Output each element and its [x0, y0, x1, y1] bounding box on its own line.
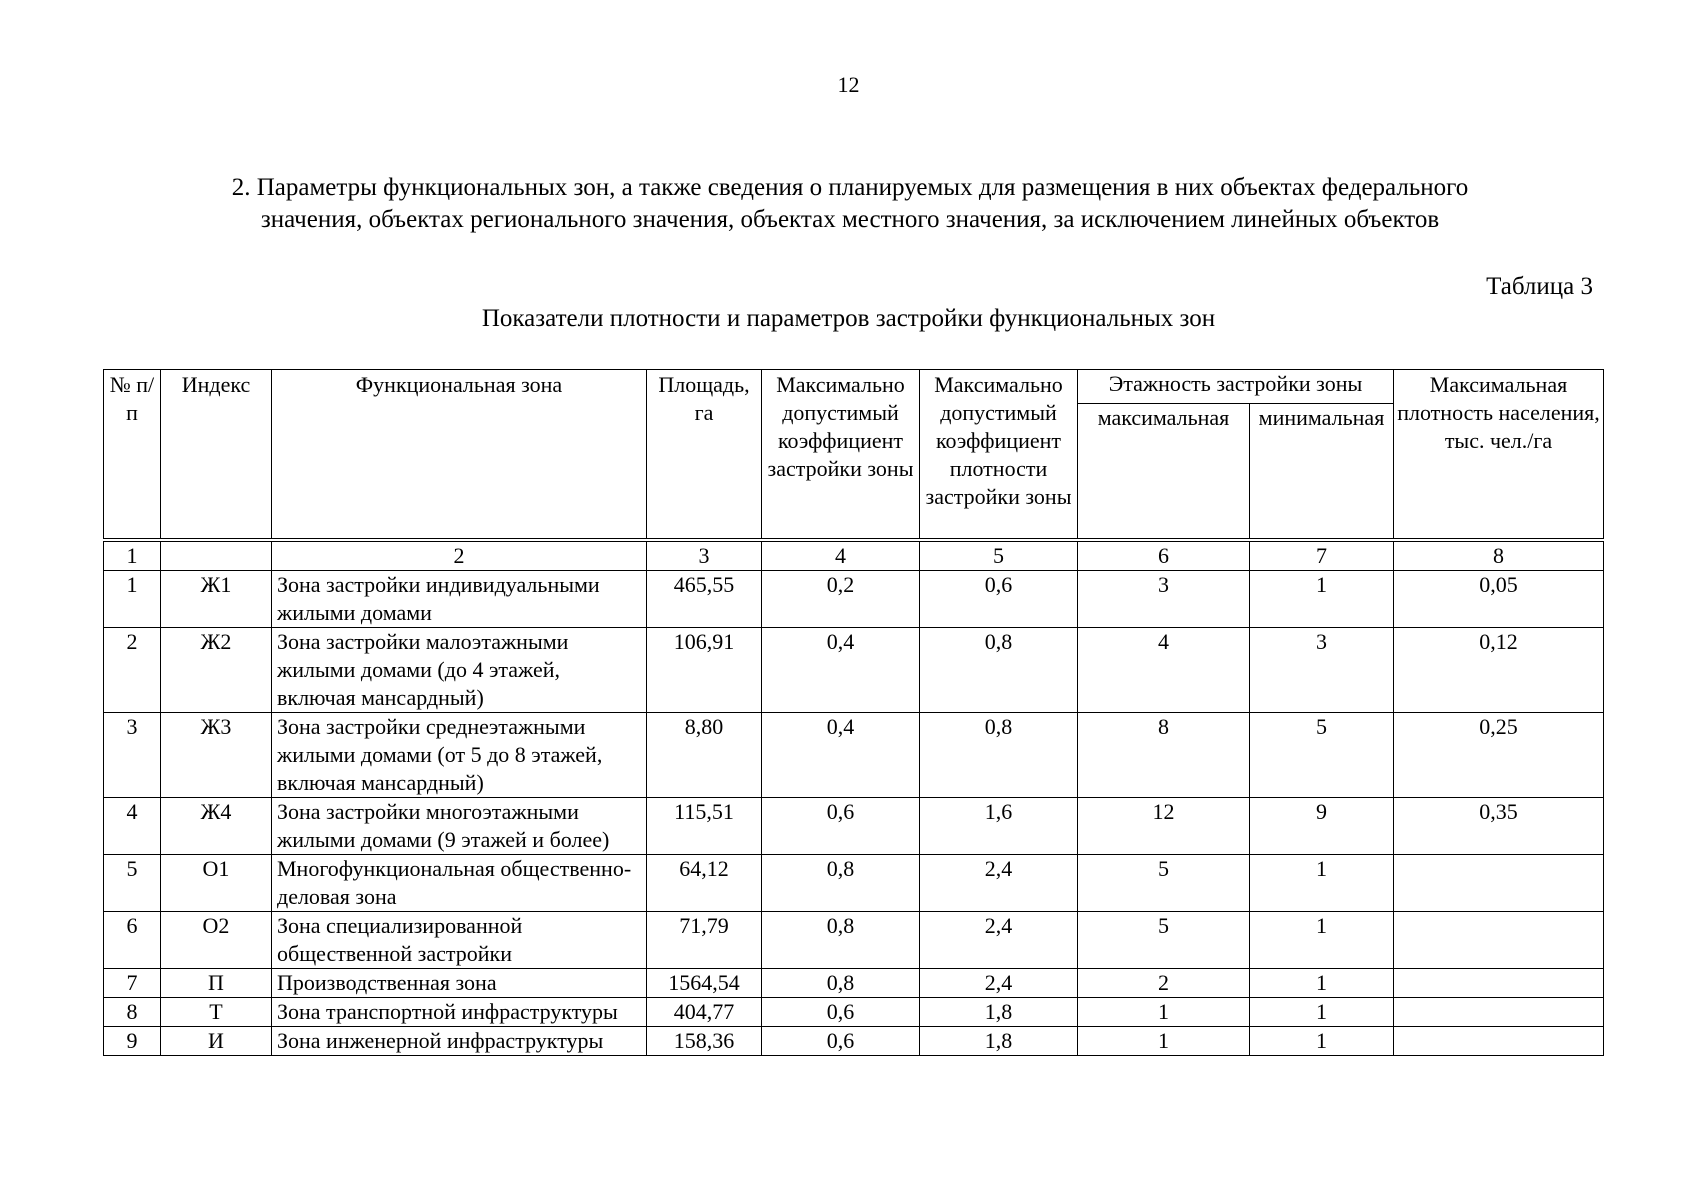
row-num: 5 [104, 855, 161, 912]
row-zone: Зона застройки многоэтажными жилыми домами (9 этажей и более) [272, 798, 647, 855]
row-build-coef: 0,6 [762, 798, 920, 855]
row-floors-max: 12 [1078, 798, 1250, 855]
table-row [104, 1027, 1604, 1056]
row-floors-min: 1 [1250, 1027, 1394, 1056]
row-floors-max: 8 [1078, 713, 1250, 798]
column-number: 1 [104, 540, 161, 571]
row-floors-min: 1 [1250, 912, 1394, 969]
row-build-coef: 0,8 [762, 969, 920, 998]
row-zone: Производственная зона [272, 969, 647, 998]
column-number: 2 [272, 540, 647, 571]
row-num: 7 [104, 969, 161, 998]
row-build-coef: 0,2 [762, 571, 920, 628]
row-pop-density: 0,35 [1394, 798, 1604, 855]
header-floors-min: минимальная [1250, 404, 1394, 541]
row-area: 404,77 [647, 998, 762, 1027]
column-number: 6 [1078, 540, 1250, 571]
row-area: 1564,54 [647, 969, 762, 998]
row-num: 9 [104, 1027, 161, 1056]
row-floors-min: 5 [1250, 713, 1394, 798]
row-pop-density: 0,25 [1394, 713, 1604, 798]
row-zone: Зона специализированной общественной застройки [272, 912, 647, 969]
column-number: 3 [647, 540, 762, 571]
table-row [104, 798, 1604, 855]
row-area: 71,79 [647, 912, 762, 969]
row-floors-max: 2 [1078, 969, 1250, 998]
table-row [104, 969, 1604, 998]
header-index: Индекс [161, 370, 272, 541]
row-zone: Зона застройки среднеэтажными жилыми домами (от 5 до 8 этажей, включая мансардный) [272, 713, 647, 798]
row-area: 8,80 [647, 713, 762, 798]
page-number: 12 [837, 72, 860, 97]
row-density-coef: 1,8 [920, 998, 1078, 1027]
row-density-coef: 2,4 [920, 969, 1078, 998]
row-area: 64,12 [647, 855, 762, 912]
row-density-coef: 1,8 [920, 1027, 1078, 1056]
row-num: 8 [104, 998, 161, 1027]
section-heading [100, 172, 1600, 236]
header-num: № п/п [104, 370, 161, 541]
row-build-coef: 0,4 [762, 713, 920, 798]
table-row [104, 855, 1604, 912]
row-floors-max: 5 [1078, 912, 1250, 969]
row-build-coef: 0,6 [762, 998, 920, 1027]
column-number [161, 540, 272, 571]
row-num: 4 [104, 798, 161, 855]
header-area: Площадь, га [647, 370, 762, 541]
row-area: 115,51 [647, 798, 762, 855]
row-area: 106,91 [647, 628, 762, 713]
row-density-coef: 0,6 [920, 571, 1078, 628]
row-num: 3 [104, 713, 161, 798]
row-floors-max: 4 [1078, 628, 1250, 713]
row-pop-density [1394, 998, 1604, 1027]
row-density-coef: 0,8 [920, 713, 1078, 798]
row-pop-density [1394, 969, 1604, 998]
row-index: О2 [161, 912, 272, 969]
row-floors-min: 1 [1250, 998, 1394, 1027]
table-row [104, 628, 1604, 713]
header-max-build-coef: Максимально допустимый коэффициент застройки зоны [762, 370, 920, 541]
row-index: П [161, 969, 272, 998]
row-zone: Зона застройки малоэтажными жилыми домами (до 4 этажей, включая мансардный) [272, 628, 647, 713]
section-heading-line-2: значения, объектах регионального значения, объектах местного значения, за исключением линейных объектов [260, 206, 1440, 233]
row-floors-max: 1 [1078, 998, 1250, 1027]
row-num: 1 [104, 571, 161, 628]
row-pop-density: 0,12 [1394, 628, 1604, 713]
column-number: 8 [1394, 540, 1604, 571]
table-row [104, 713, 1604, 798]
header-zone: Функциональная зона [272, 370, 647, 541]
table-label: Таблица 3 [1486, 273, 1593, 300]
row-floors-max: 5 [1078, 855, 1250, 912]
row-index: Т [161, 998, 272, 1027]
row-zone: Зона застройки индивидуальными жилыми домами [272, 571, 647, 628]
header-max-density-coef: Максимально допустимый коэффициент плотности застройки зоны [920, 370, 1078, 541]
column-number: 7 [1250, 540, 1394, 571]
header-floors: Этажность застройки зоны [1078, 370, 1394, 404]
row-floors-max: 1 [1078, 1027, 1250, 1056]
column-number: 4 [762, 540, 920, 571]
row-area: 158,36 [647, 1027, 762, 1056]
row-density-coef: 0,8 [920, 628, 1078, 713]
row-build-coef: 0,4 [762, 628, 920, 713]
row-pop-density [1394, 1027, 1604, 1056]
section-heading-line-1: 2. Параметры функциональных зон, а также сведения о планируемых для размещения в них объектах федерального [231, 174, 1469, 201]
row-zone: Зона транспортной инфраструктуры [272, 998, 647, 1027]
header-max-pop-density: Максимальная плотность населения, тыс. чел./га [1394, 370, 1604, 541]
row-area: 465,55 [647, 571, 762, 628]
row-pop-density [1394, 912, 1604, 969]
row-density-coef: 1,6 [920, 798, 1078, 855]
column-number: 5 [920, 540, 1078, 571]
table-row [104, 912, 1604, 969]
row-pop-density: 0,05 [1394, 571, 1604, 628]
row-build-coef: 0,6 [762, 1027, 920, 1056]
column-numbers-row [104, 540, 1604, 571]
row-zone: Многофункциональная общественно-деловая зона [272, 855, 647, 912]
row-floors-min: 3 [1250, 628, 1394, 713]
row-num: 6 [104, 912, 161, 969]
zones-table [103, 369, 1604, 1056]
row-zone: Зона инженерной инфраструктуры [272, 1027, 647, 1056]
row-floors-max: 3 [1078, 571, 1250, 628]
row-pop-density [1394, 855, 1604, 912]
row-floors-min: 9 [1250, 798, 1394, 855]
row-index: Ж3 [161, 713, 272, 798]
row-index: О1 [161, 855, 272, 912]
row-density-coef: 2,4 [920, 855, 1078, 912]
row-floors-min: 1 [1250, 855, 1394, 912]
table-title: Показатели плотности и параметров застройки функциональных зон [481, 305, 1216, 332]
row-num: 2 [104, 628, 161, 713]
table-row [104, 998, 1604, 1027]
row-floors-min: 1 [1250, 969, 1394, 998]
row-build-coef: 0,8 [762, 912, 920, 969]
row-floors-min: 1 [1250, 571, 1394, 628]
table-body [104, 540, 1604, 1056]
row-index: И [161, 1027, 272, 1056]
row-index: Ж4 [161, 798, 272, 855]
table-row [104, 571, 1604, 628]
row-index: Ж2 [161, 628, 272, 713]
row-build-coef: 0,8 [762, 855, 920, 912]
row-density-coef: 2,4 [920, 912, 1078, 969]
row-index: Ж1 [161, 571, 272, 628]
header-floors-max: максимальная [1078, 404, 1250, 541]
